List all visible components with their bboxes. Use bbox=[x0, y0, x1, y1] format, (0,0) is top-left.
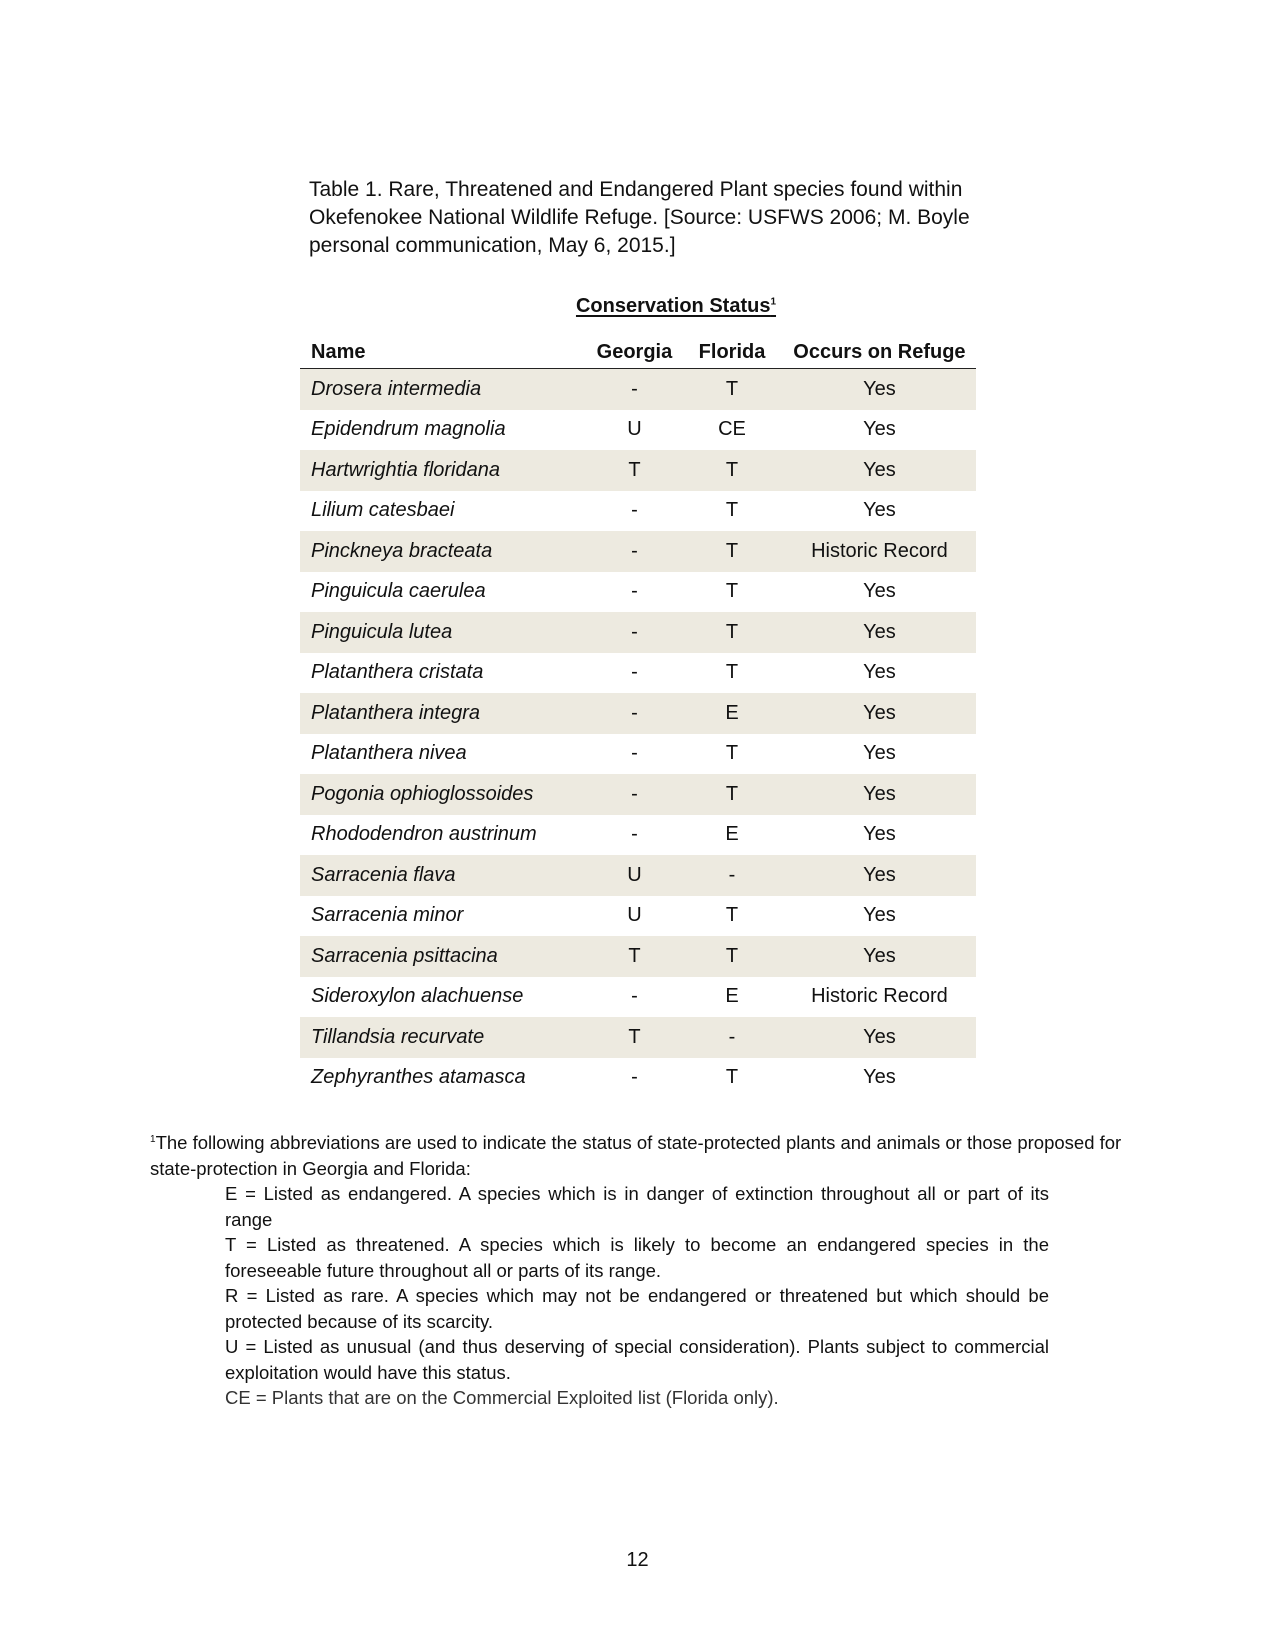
header-georgia: Georgia bbox=[588, 330, 682, 369]
caption-line-1: Table 1. Rare, Threatened and Endangered Plant species found within bbox=[309, 178, 963, 201]
page-number: 12 bbox=[626, 1549, 649, 1571]
definition-r: R = Listed as rare. A species which may not be endangered or threatened but which should be protected because of its scarcity. bbox=[225, 1285, 1049, 1332]
definition-u: U = Listed as unusual (and thus deserving of special consideration). Plants subject to commercial exploitation would have this status. bbox=[225, 1336, 1049, 1383]
table-row bbox=[300, 491, 976, 532]
species-table-body bbox=[300, 369, 976, 1099]
table-row bbox=[300, 572, 976, 613]
conservation-status-label bbox=[576, 295, 776, 318]
florida-status-cell: T bbox=[725, 742, 739, 765]
species-name-cell: Sarracenia psittacina bbox=[300, 936, 588, 977]
species-table bbox=[300, 330, 976, 1098]
georgia-status-cell: T bbox=[588, 1017, 682, 1058]
georgia-status-cell: T bbox=[588, 936, 682, 977]
caption-line-3: personal communication, May 6, 2015.] bbox=[309, 234, 676, 257]
table-row bbox=[300, 693, 976, 734]
abbreviation-definitions bbox=[225, 1181, 1049, 1411]
occurs-on-refuge-cell: Yes bbox=[783, 936, 976, 977]
table-row bbox=[300, 410, 976, 451]
florida-status-cell: T bbox=[681, 369, 783, 410]
species-name-cell: Platanthera nivea bbox=[311, 742, 467, 765]
conservation-status-text: Conservation Status bbox=[575, 295, 771, 317]
species-name-cell: Platanthera integra bbox=[300, 693, 588, 734]
georgia-status-cell: - bbox=[588, 531, 682, 572]
species-name-cell: Drosera intermedia bbox=[300, 369, 588, 410]
georgia-status-cell: T bbox=[588, 450, 682, 491]
occurs-on-refuge-cell: Yes bbox=[783, 369, 976, 410]
species-name-cell: Zephyranthes atamasca bbox=[311, 1066, 526, 1089]
footnote-marker-sup: 1 bbox=[150, 1133, 156, 1145]
definition-e: E = Listed as endangered. A species which is in danger of extinction throughout all or part of its range bbox=[225, 1183, 1049, 1230]
species-name-cell: Lilium catesbaei bbox=[311, 499, 455, 522]
florida-status-cell: T bbox=[681, 450, 783, 491]
occurs-on-refuge-cell: Historic Record bbox=[783, 531, 976, 572]
species-name-cell: Pinckneya bracteata bbox=[300, 531, 588, 572]
species-name-cell: Sarracenia minor bbox=[311, 904, 464, 927]
definition-ce: CE = Plants that are on the Commercial Exploited list (Florida only). bbox=[225, 1387, 779, 1408]
species-name-cell: Pinguicula caerulea bbox=[311, 580, 486, 603]
table-row bbox=[300, 936, 976, 977]
georgia-status-cell: - bbox=[588, 693, 682, 734]
species-name-cell: Epidendrum magnolia bbox=[311, 418, 506, 441]
occurs-on-refuge-cell: Yes bbox=[863, 418, 896, 441]
table-row bbox=[300, 774, 976, 815]
occurs-on-refuge-cell: Yes bbox=[863, 742, 896, 765]
header-florida: Florida bbox=[681, 330, 783, 369]
species-name-cell: Hartwrightia floridana bbox=[300, 450, 588, 491]
georgia-status-cell: - bbox=[588, 369, 682, 410]
florida-status-cell: E bbox=[681, 693, 783, 734]
occurs-on-refuge-cell: Yes bbox=[783, 612, 976, 653]
florida-status-cell: - bbox=[681, 1017, 783, 1058]
occurs-on-refuge-cell: Yes bbox=[783, 1017, 976, 1058]
occurs-on-refuge-cell: Yes bbox=[783, 450, 976, 491]
occurs-on-refuge-cell: Yes bbox=[783, 693, 976, 734]
florida-status-cell: T bbox=[681, 774, 783, 815]
florida-status-cell: CE bbox=[718, 418, 746, 441]
table-row bbox=[300, 896, 976, 937]
caption-line-2: Okefenokee National Wildlife Refuge. [Source: USFWS 2006; M. Boyle bbox=[309, 206, 970, 229]
species-name-cell: Rhododendron austrinum bbox=[311, 823, 537, 846]
table-row bbox=[300, 1017, 976, 1058]
table-row bbox=[300, 369, 976, 410]
georgia-status-cell: - bbox=[588, 612, 682, 653]
species-name-cell: Pogonia ophioglossoides bbox=[300, 774, 588, 815]
table-row bbox=[300, 1058, 976, 1099]
occurs-on-refuge-cell: Yes bbox=[863, 1066, 896, 1089]
species-name-cell: Pinguicula lutea bbox=[300, 612, 588, 653]
table-row bbox=[300, 734, 976, 775]
florida-status-cell: T bbox=[725, 1066, 739, 1089]
georgia-status-cell: - bbox=[631, 580, 638, 603]
georgia-status-cell: - bbox=[588, 774, 682, 815]
table-row bbox=[300, 450, 976, 491]
footnote-intro bbox=[150, 1130, 1130, 1181]
georgia-status-cell: U bbox=[627, 418, 642, 441]
occurs-on-refuge-cell: Historic Record bbox=[811, 985, 948, 1008]
table-row bbox=[300, 612, 976, 653]
florida-status-cell: T bbox=[725, 661, 739, 684]
header-name: Name bbox=[300, 330, 588, 369]
florida-status-cell: - bbox=[681, 855, 783, 896]
definition-t: T = Listed as threatened. A species which is likely to become an endangered species in the foreseeable future throughout all or parts of its range. bbox=[225, 1234, 1049, 1281]
conservation-status-heading bbox=[300, 295, 976, 318]
table-caption bbox=[309, 176, 989, 260]
occurs-on-refuge-cell: Yes bbox=[863, 661, 896, 684]
occurs-on-refuge-cell: Yes bbox=[863, 904, 896, 927]
georgia-status-cell: - bbox=[631, 985, 638, 1008]
occurs-on-refuge-cell: Yes bbox=[863, 499, 896, 522]
georgia-status-cell: - bbox=[631, 499, 638, 522]
georgia-status-cell: U bbox=[588, 855, 682, 896]
georgia-status-cell: U bbox=[627, 904, 642, 927]
footnote-marker: 1 bbox=[770, 296, 777, 308]
species-name-cell: Sideroxylon alachuense bbox=[311, 985, 524, 1008]
occurs-on-refuge-cell: Yes bbox=[863, 580, 896, 603]
species-name-cell: Tillandsia recurvate bbox=[300, 1017, 588, 1058]
florida-status-cell: T bbox=[681, 936, 783, 977]
florida-status-cell: T bbox=[681, 612, 783, 653]
florida-status-cell: T bbox=[725, 499, 739, 522]
florida-status-cell: T bbox=[681, 531, 783, 572]
florida-status-cell: E bbox=[725, 985, 739, 1008]
table-header-row bbox=[300, 330, 976, 369]
table-row bbox=[300, 653, 976, 694]
table-row bbox=[300, 531, 976, 572]
table-row bbox=[300, 855, 976, 896]
species-name-cell: Platanthera cristata bbox=[311, 661, 484, 684]
georgia-status-cell: - bbox=[631, 823, 638, 846]
occurs-on-refuge-cell: Yes bbox=[783, 855, 976, 896]
footnote-intro-text: The following abbreviations are used to indicate the status of state-protected plants and animals or those proposed for state-protection in Georgia and Florida: bbox=[150, 1132, 1122, 1179]
table-row bbox=[300, 815, 976, 856]
species-name-cell: Sarracenia flava bbox=[300, 855, 588, 896]
georgia-status-cell: - bbox=[631, 1066, 638, 1089]
florida-status-cell: T bbox=[725, 580, 739, 603]
footnote bbox=[150, 1130, 1130, 1411]
florida-status-cell: E bbox=[725, 823, 739, 846]
florida-status-cell: T bbox=[725, 904, 739, 927]
occurs-on-refuge-cell: Yes bbox=[863, 823, 896, 846]
header-occurs-on-refuge: Occurs on Refuge bbox=[783, 330, 976, 369]
georgia-status-cell: - bbox=[631, 742, 638, 765]
table-row bbox=[300, 977, 976, 1018]
occurs-on-refuge-cell: Yes bbox=[783, 774, 976, 815]
georgia-status-cell: - bbox=[631, 661, 638, 684]
